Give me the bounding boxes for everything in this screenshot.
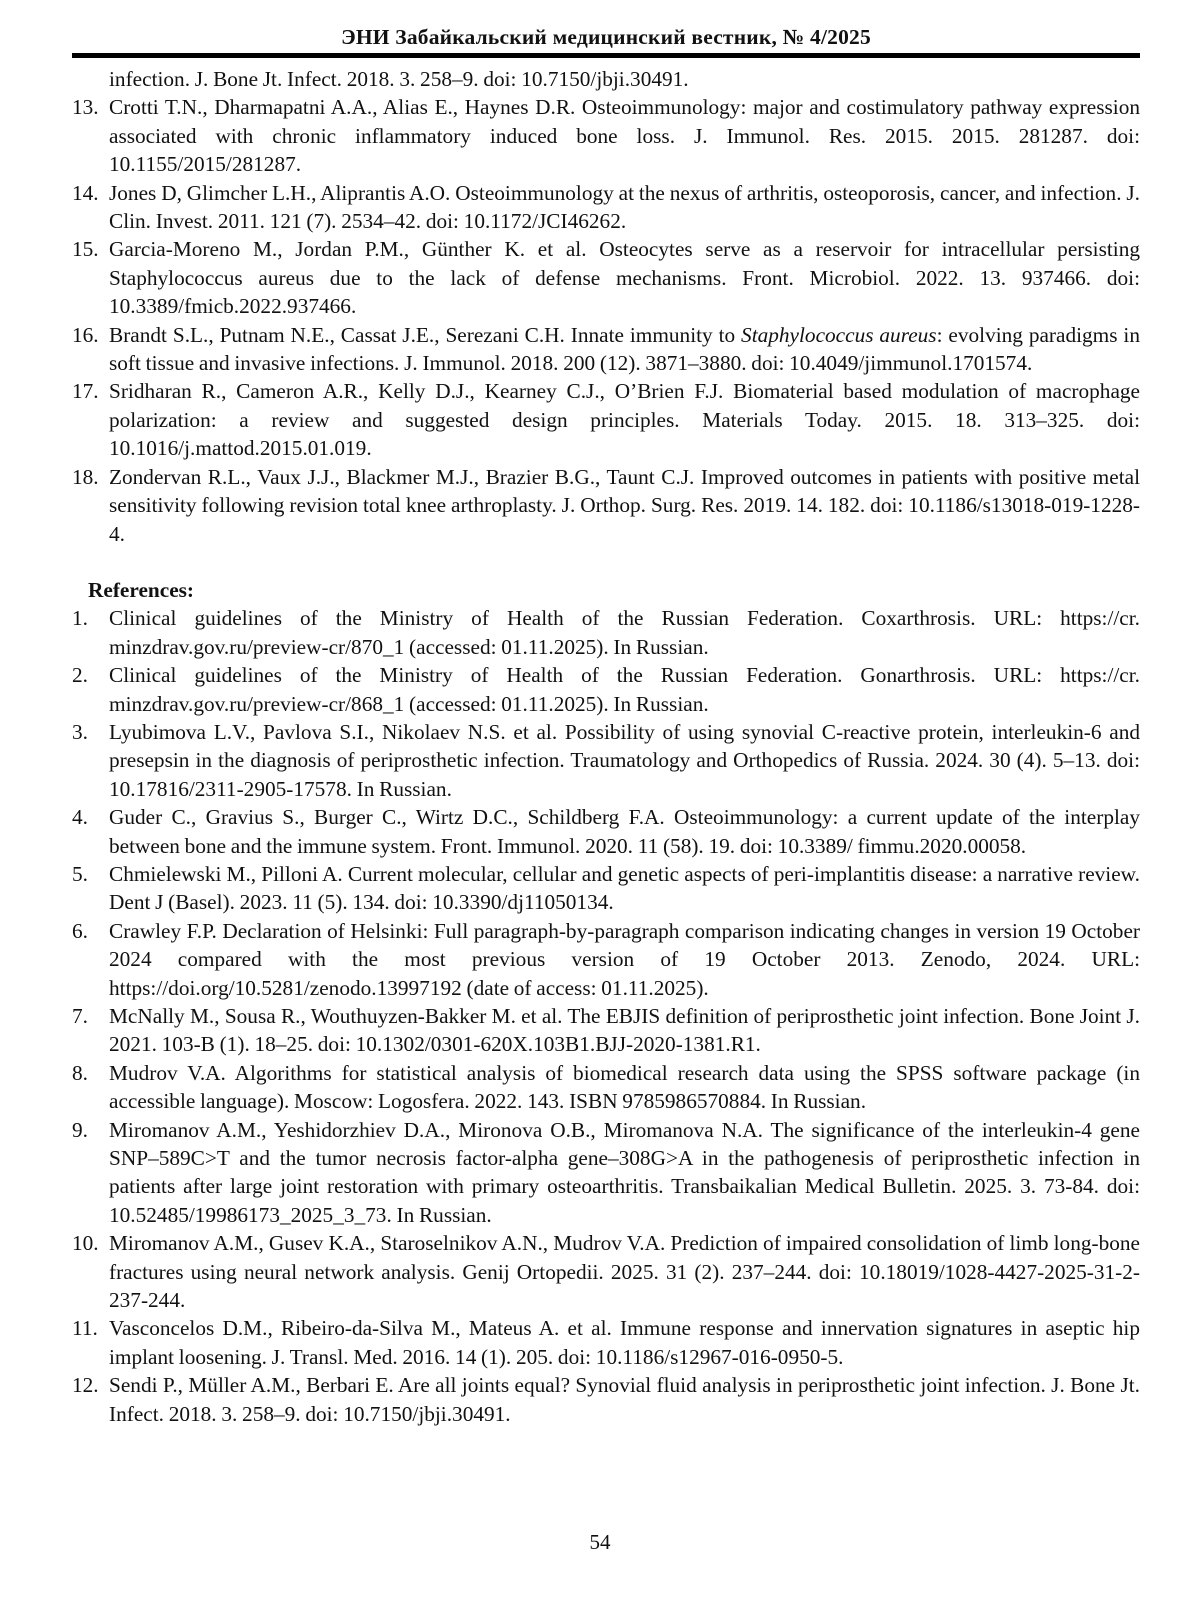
page-content: [72, 65, 1140, 1428]
reference-item: [72, 661, 1140, 718]
reference-number: 18.: [72, 464, 99, 489]
reference-number: 6.: [72, 918, 88, 943]
reference-number: 3.: [72, 719, 88, 744]
species-name: Staphylococcus aureus: [741, 322, 937, 347]
reference-number: 11.: [72, 1316, 98, 1341]
reference-item: [72, 1116, 1140, 1230]
reference-number: 16.: [72, 322, 99, 347]
page: [72, 24, 1140, 1428]
reference-text: McNally M., Sousa R., Wouthuyzen-Bakker M. et al. The EBJIS definition of periprosthetic joint infection. Bone Joint J. 2021. 103-B (1). 18–25. doi: 10.1302/0301-620X.103B1.BJJ-2020-1381.R1.: [109, 1004, 1140, 1057]
reference-item: [72, 93, 1140, 178]
reference-number: 8.: [72, 1060, 88, 1085]
reference-text: Chmielewski M., Pilloni A. Current molecular, cellular and genetic aspects of peri-implantitis disease: a narrative review. Dent J (Basel). 2023. 11 (5). 134. doi: 10.3390/dj11050134.: [109, 861, 1140, 915]
reference-text: Crotti T.N., Dharmapatni A.A., Alias E., Haynes D.R. Osteoimmunology: major and costimulatory pathway expression associated with chronic inflammatory induced bone loss. J. Immunol. Res. 2015. 2015. 281287. doi: 10.1155/2015/281287.: [109, 95, 1140, 177]
reference-number: 12.: [72, 1373, 99, 1398]
reference-text: Miromanov A.M., Yeshidorzhiev D.A., Mironova O.B., Miromanova N.A. The significance of the interleukin-4 gene SNP–589C>T and the tumor necrosis factor-alpha gene–308G>A in the pathogenesis of periprosthetic infection in patients after large joint restoration with primary osteoarthritis. Transbaikalian Medical Bulletin. 2025. 3. 73-84. doi: 10.52485/19986173_2025_3_73. In Russian.: [109, 1117, 1140, 1227]
reference-number: 13.: [72, 95, 99, 120]
reference-item: [72, 917, 1140, 1002]
reference-item: [72, 1229, 1140, 1314]
reference-number: 5.: [72, 861, 88, 886]
reference-text: Garcia-Moreno M., Jordan P.M., Günther K. et al. Osteocytes serve as a reservoir for intracellular persisting Staphylococcus aureus due to the lack of defense mechanisms. Front. Microbiol. 2022. 13. 937466. doi: 10.3389/fmicb.2022.937466.: [109, 237, 1140, 319]
reference-item: [72, 1371, 1140, 1428]
references-heading: References:: [88, 577, 195, 602]
reference-item: [72, 463, 1140, 548]
reference-text: Miromanov A.M., Gusev K.A., Staroselnikov A.N., Mudrov V.A. Prediction of impaired consolidation of limb long-bone fractures using neural network analysis. Genij Ortopedii. 2025. 31 (2). 237–244. doi: 10.18019/1028-4427-2025-31-2-237-244.: [109, 1231, 1140, 1313]
reference-list-continued: [72, 93, 1140, 548]
continuation-text: infection. J. Bone Jt. Infect. 2018. 3. 258–9. doi: 10.7150/jbji.30491.: [109, 67, 689, 91]
reference-item: [72, 321, 1140, 378]
reference-number: 1.: [72, 606, 88, 631]
reference-list-english: [72, 604, 1140, 1428]
reference-text: Jones D, Glimcher L.H., Aliprantis A.O. Osteoimmunology at the nexus of arthritis, osteoporosis, cancer, and infection. J. Clin. Invest. 2011. 121 (7). 2534–42. doi: 10.1172/JCI46262.: [109, 180, 1140, 234]
reference-item: [72, 377, 1140, 462]
reference-item: [72, 1059, 1140, 1116]
reference-item: [72, 179, 1140, 236]
reference-item: [72, 803, 1140, 860]
reference-text-pre: Brandt S.L., Putnam N.E., Cassat J.E., Serezani C.H. Innate immunity to: [109, 322, 742, 347]
header-rule: [72, 53, 1140, 58]
reference-text: Vasconcelos D.M., Ribeiro-da-Silva M., Mateus A. et al. Immune response and innervation signatures in aseptic hip implant loosening. J. Transl. Med. 2016. 14 (1). 205. doi: 10.1186/s12967-016-0950-5.: [109, 1316, 1140, 1369]
reference-text: Lyubimova L.V., Pavlova S.I., Nikolaev N.S. et al. Possibility of using synovial C-reactive protein, interleukin-6 and presepsin in the diagnosis of periprosthetic infection. Traumatology and Orthopedics of Russia. 2024. 30 (4). 5–13. doi: 10.17816/2311-2905-17578. In Russian.: [109, 719, 1140, 801]
reference-item: [72, 718, 1140, 803]
reference-number: 17.: [72, 379, 99, 404]
journal-header: ЭНИ Забайкальский медицинский вестник, № 4/2025: [341, 25, 871, 49]
reference-text: Clinical guidelines of the Ministry of Health of the Russian Federation. Gonarthrosis. URL: https://cr. minzdrav.gov.ru/preview-cr/868_1 (accessed: 01.11.2025). In Russian.: [109, 663, 1140, 716]
reference-number: 15.: [72, 237, 99, 262]
reference-number: 14.: [72, 180, 99, 205]
reference-item: [72, 1002, 1140, 1059]
reference-number: 10.: [72, 1231, 99, 1256]
reference-item: [72, 604, 1140, 661]
reference-number: 9.: [72, 1117, 88, 1142]
reference-text: Crawley F.P. Declaration of Helsinki: Full paragraph-by-paragraph comparison indicating changes in version 19 October 2024 compared with the most previous version of 19 October 2013. Zenodo, 2024. URL: https://doi.org/10.5281/zenodo.13997192 (date of access: 01.11.2025).: [109, 918, 1140, 1000]
reference-item: [72, 235, 1140, 320]
reference-text: Zondervan R.L., Vaux J.J., Blackmer M.J., Brazier B.G., Taunt C.J. Improved outcomes in patients with positive metal sensitivity following revision total knee arthroplasty. J. Orthop. Surg. Res. 2019. 14. 182. doi: 10.1186/s13018-019-1228-4.: [109, 464, 1140, 546]
reference-text-post: : evolving paradigms in soft tissue and invasive infections. J. Immunol. 2018. 200 (12). 3871–3880. doi: 10.4049/jimmunol.1701574.: [109, 322, 1140, 376]
reference-item: [72, 860, 1140, 917]
page-number: 54: [589, 1530, 611, 1554]
reference-text: Clinical guidelines of the Ministry of Health of the Russian Federation. Coxarthrosis. URL: https://cr. minzdrav.gov.ru/preview-cr/870_1 (accessed: 01.11.2025). In Russian.: [109, 606, 1140, 659]
reference-item: [72, 1314, 1140, 1371]
reference-number: 2.: [72, 663, 88, 688]
reference-number: 7.: [72, 1004, 88, 1028]
reference-text: Guder C., Gravius S., Burger C., Wirtz D.C., Schildberg F.A. Osteoimmunology: a current update of the interplay between bone and the immune system. Front. Immunol. 2020. 11 (58). 19. doi: 10.3389/ fimmu.2020.00058.: [109, 805, 1140, 858]
reference-text: Mudrov V.A. Algorithms for statistical analysis of biomedical research data using the SPSS software package (in accessible language). Moscow: Logosfera. 2022. 143. ISBN 9785986570884. In Russian.: [109, 1060, 1140, 1114]
reference-text: Sendi P., Müller A.M., Berbari E. Are all joints equal? Synovial fluid analysis in periprosthetic joint infection. J. Bone Jt. Infect. 2018. 3. 258–9. doi: 10.7150/jbji.30491.: [109, 1373, 1140, 1426]
reference-text: Sridharan R., Cameron A.R., Kelly D.J., Kearney C.J., O’Brien F.J. Biomaterial based modulation of macrophage polarization: a review and suggested design principles. Materials Today. 2015. 18. 313–325. doi: 10.1016/j.mattod.2015.01.019.: [109, 379, 1140, 461]
reference-number: 4.: [72, 805, 88, 830]
